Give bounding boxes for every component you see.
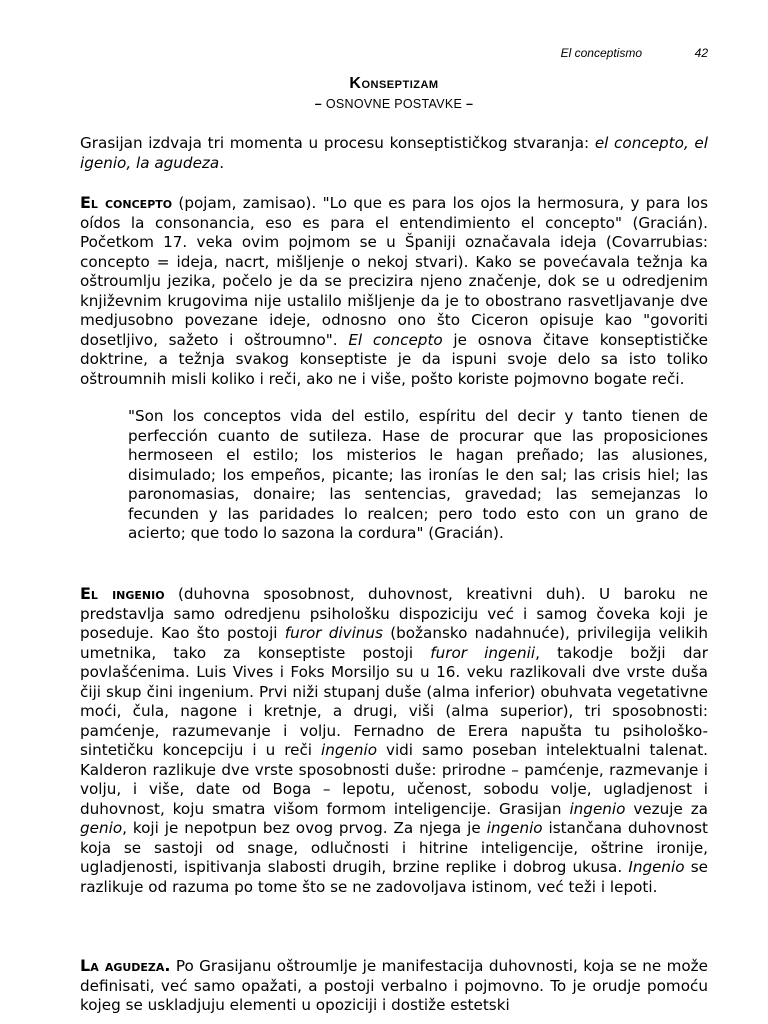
concepto-text-end: je osnova čitave konseptističke doktrine, a težnja svakog konseptiste je da ispuni svoje delo sa isto toliko oštroumnih misli koliko i reči, ako ne i više, pošto koriste pojmovno bogate reči. xyxy=(80,330,708,388)
ingenio-text-6: , koji je nepotpun bez ovog prvog. Za njega je xyxy=(122,819,487,837)
ingenio-text-4: vidi samo poseban intelektualni talenat. Kalderon razlikuje dve vrste sposobnosti duše: prirodne – pamćenje, razmevanje i volju, i više, date od Boga – lepotu, učenost, sobodu volje, ugladjenost i duhovnost, koju smatra višom formom inteligencije. Grasijan xyxy=(80,741,708,818)
ingenio-text-8: se razlikuje od razuma po tome što se ne zadovoljava istinom, već teži i lepoti. xyxy=(80,858,708,896)
document-subtitle xyxy=(80,97,708,111)
intro-end: . xyxy=(219,153,225,172)
ingenio-italic-5: genio xyxy=(80,819,123,837)
ingenio-text-5: vezuje za xyxy=(625,799,708,818)
ingenio-italic-7: Ingenio xyxy=(628,858,685,876)
concepto-italic: El concepto xyxy=(348,330,443,349)
gracian-quote: "Son los conceptos vida del estilo, espíritu del decir y tanto tienen de perfección cuanto de sutileza. Hase de procurar que las proposiciones hermoseen el estilo; los misterios le hagan preñado; las alusiones, disimulado; los empeños, picante; las ironías le den sal; las crisis hiel; las paronomasias, donaire; las sentencias, gravedad; las semejanzas lo fecunden y las paridades lo realcen; pero todo esto con un grano de acierto; que todo lo sazona la cordura" (Gracián). xyxy=(128,407,708,542)
intro-italic: el concepto, el igenio, la agudeza xyxy=(80,134,708,172)
agudeza-heading: La agudeza. xyxy=(80,956,171,975)
concepto-heading: El concepto xyxy=(80,193,173,212)
subtitle-dash-left: – xyxy=(314,97,323,111)
ingenio-paragraph xyxy=(80,584,708,897)
ingenio-text-1: (duhovna sposobnost, duhovnost, kreativni duh). U baroku ne predstavlja samo odredjenu psihološku dispoziciju već i samog čoveka koji je poseduje. Kao što postoji xyxy=(80,585,708,642)
ingenio-italic-3: ingenio xyxy=(321,741,377,759)
ingenio-italic-2: furor ingenii xyxy=(430,643,536,662)
ingenio-italic-6: ingenio xyxy=(486,819,543,837)
ingenio-italic-4: ingenio xyxy=(569,799,626,818)
subtitle-dash-right: – xyxy=(465,97,474,111)
ingenio-text-7: istančana duhovnost koja se sastoji od snage, odlučnosti i hitrine inteligencije, oštrine ironije, ugladjenosti, ispitivanja slabosti drugih, brzine replike i dobrog ukusa. xyxy=(80,819,708,876)
agudeza-text: Po Grasijanu oštroumlje je manifestacija duhovnosti, koja se ne može definisati, već samo opažati, a postoji verbalno i pojmovno. To je orudje pomoću kojeg se uskladjuju elementi u opoziciji i dostiže estetski xyxy=(80,957,708,1014)
ingenio-text-3: , takodje božji dar povlašćenima. Luis Vives i Foks Morsiljo su u 16. veku razlikovali dve vrste duša čiji skup čini ingenium. Prvi niži stupanj duše (alma inferior) obuhvata vegetativne moći, čula, nagone i kretnje, a drugi, viši (alma superior), tri sposobnosti: pamćenje, razumevanje i volju. Fernadno de Erera napušta tu psihološko-sintetičku koncepciju i u reči xyxy=(80,643,709,759)
concepto-text: (pojam, zamisao). "Lo que es para los ojos la hermosura, y para los oídos la consonancia, eso es para el entendimiento el concepto" (Gracián). Početkom 17. veka ovim pojmom se u Španiji označavala ideja (Covarrubias: concepto = ideja, nacrt, mišljenje o nekoj stvari). Kako se povećavala težnja ka oštroumlju jezika, počelo je da se precizira njeno značenje, dok se u odredjenim književnim krugovima nije ustalilo mišljenje da je to obostrano rasvetljavanje dve medjusobno povezane ideje, odnosno ono što Ciceron opisuje kao "govoriti dosetljivo, sažeto i oštroumno". xyxy=(80,194,708,349)
subtitle-text: OSNOVNE POSTAVKE xyxy=(325,97,463,111)
intro-text: Grasijan izdvaja tri momenta u procesu konseptističkog stvaranja: xyxy=(80,134,595,152)
agudeza-paragraph xyxy=(80,956,708,1016)
document-title: Konseptizam xyxy=(349,75,439,92)
ingenio-heading: El ingenio xyxy=(80,584,165,603)
ingenio-italic-1: furor divinus xyxy=(284,624,383,642)
intro-paragraph xyxy=(80,134,708,173)
running-title: El conceptismo xyxy=(560,46,642,60)
ingenio-text-2: (božansko nadahnuće), privilegija velikih umetnika, tako za konseptiste postoji xyxy=(80,624,708,662)
running-header xyxy=(80,46,708,60)
page-number: 42 xyxy=(694,46,708,60)
concepto-paragraph xyxy=(80,193,708,389)
